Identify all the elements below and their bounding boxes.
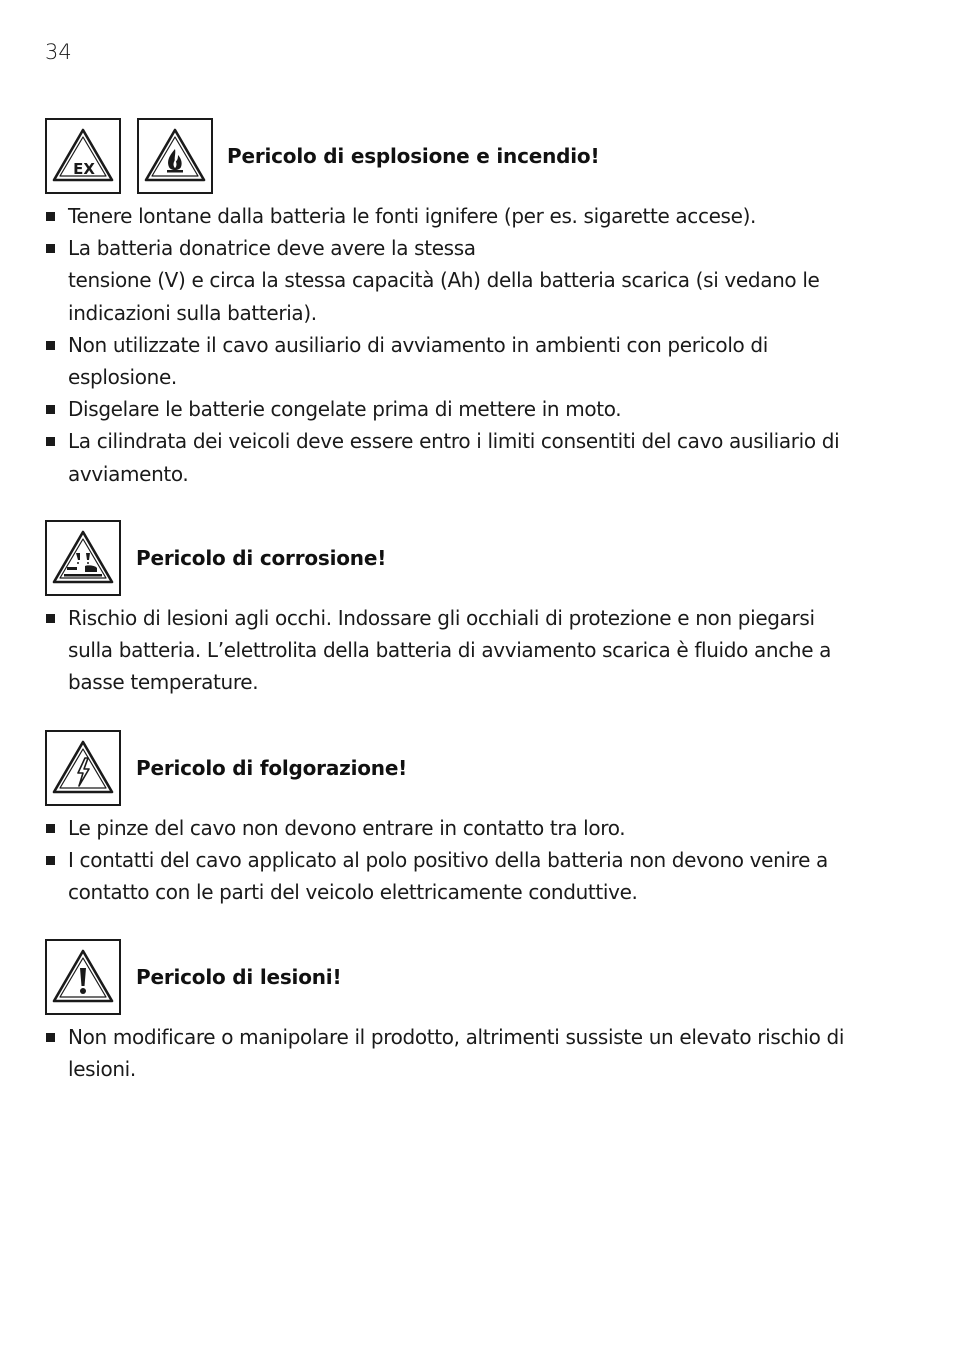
list-item: Tenere lontane dalla batteria le fonti ignifere (per es. sigarette accese).	[45, 200, 905, 232]
section-heading: Pericolo di folgorazione!	[136, 756, 408, 780]
bullet-icon	[46, 437, 55, 446]
page-number: 34	[45, 40, 72, 64]
section-header	[45, 520, 905, 596]
corrosive-hazard-icon	[45, 520, 121, 596]
section-header	[45, 118, 905, 194]
section-heading: Pericolo di lesioni!	[136, 965, 342, 989]
bullet-list	[45, 602, 905, 699]
list-item: Non utilizzate il cavo ausiliario di avviamento in ambienti con pericolo di esplosione.	[45, 329, 905, 393]
list-item: La batteria donatrice deve avere la stessa tensione (V) e circa la stessa capacità (Ah) della batteria scarica (si vedano le indicazioni sulla batteria).	[45, 232, 905, 329]
section-header	[45, 939, 905, 1015]
bullet-list	[45, 812, 905, 909]
bullet-icon	[46, 1033, 55, 1042]
bullet-icon	[46, 856, 55, 865]
list-item: Le pinze del cavo non devono entrare in contatto tra loro.	[45, 812, 905, 844]
corrosion-section	[45, 520, 905, 699]
bullet-icon	[46, 405, 55, 414]
list-item: I contatti del cavo applicato al polo positivo della batteria non devono venire a contatto con le parti del veicolo elettricamente conduttive.	[45, 844, 905, 908]
fire-hazard-icon	[137, 118, 213, 194]
list-item: La cilindrata dei veicoli deve essere entro i limiti consentiti del cavo ausiliario di avviamento.	[45, 425, 905, 489]
bullet-icon	[46, 212, 55, 221]
explosion-fire-section	[45, 118, 905, 490]
list-item: Disgelare le batterie congelate prima di mettere in moto.	[45, 393, 905, 425]
injury-section	[45, 939, 905, 1085]
general-warning-icon	[45, 939, 121, 1015]
list-item: Non modificare o manipolare il prodotto, altrimenti sussiste un elevato rischio di lesioni.	[45, 1021, 905, 1085]
section-header	[45, 730, 905, 806]
bullet-icon	[46, 244, 55, 253]
bullet-list	[45, 1021, 905, 1085]
electrocution-section	[45, 730, 905, 909]
bullet-list	[45, 200, 905, 490]
electric-shock-hazard-icon	[45, 730, 121, 806]
bullet-icon	[46, 614, 55, 623]
list-item: Rischio di lesioni agli occhi. Indossare gli occhiali di protezione e non piegarsi sulla batteria. L’elettrolita della batteria di avviamento scarica è fluido anche a basse temperature.	[45, 602, 905, 699]
section-heading: Pericolo di esplosione e incendio!	[227, 144, 600, 168]
bullet-icon	[46, 824, 55, 833]
ex-label: EX	[73, 160, 95, 178]
bullet-icon	[46, 341, 55, 350]
section-heading: Pericolo di corrosione!	[136, 546, 387, 570]
explosive-atmosphere-icon	[45, 118, 121, 194]
